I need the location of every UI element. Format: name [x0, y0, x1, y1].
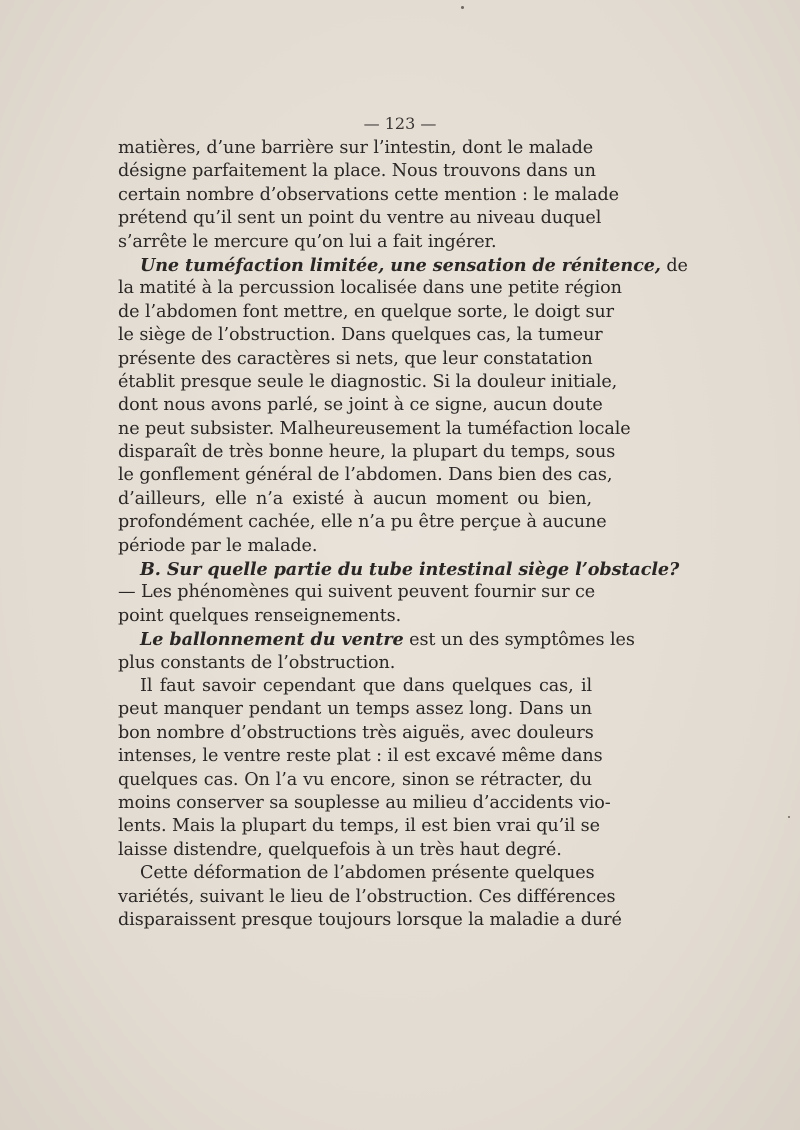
text-line [118, 839, 592, 862]
text-line [118, 254, 688, 277]
text-line [118, 675, 592, 698]
text-line [118, 511, 607, 534]
text-span: intenses, le ventre reste plat : il est excavé même dans [118, 746, 603, 767]
text-span: désigne parfaitement la place. Nous trouvons dans un [118, 161, 596, 182]
text-span: peut manquer pendant un temps assez long. Dans un [118, 699, 592, 720]
text-span: matières, d’une barrière sur l’intestin, dont le malade [118, 138, 594, 158]
text-span: bon nombre d’obstructions très aiguës, avec douleurs [118, 722, 594, 743]
text-line [118, 652, 592, 675]
paper-spot [461, 6, 464, 9]
text-span: la matité à la percussion localisée dans une petite région [118, 278, 622, 299]
text-line [118, 722, 592, 745]
text-span: profondément cachée, elle n’a pu être perçue à aucune [118, 512, 607, 533]
text-span: — Les phénomènes qui suivent peuvent fournir sur ce [118, 582, 596, 603]
text-span: plus constants de l’obstruction. [118, 652, 396, 673]
text-line [118, 348, 592, 371]
text-line [118, 769, 592, 792]
text-span: lents. Mais la plupart du temps, il est bien vrai qu’il se [118, 816, 600, 837]
text-span: disparaît de très bonne heure, la plupart du temps, sous [118, 442, 616, 463]
text-line [118, 277, 622, 300]
text-span: ne peut subsister. Malheureusement la tuméfaction locale [118, 418, 631, 439]
text-span: variétés, suivant le lieu de l’obstruction. Ces différences [118, 886, 616, 907]
text-line [118, 535, 592, 558]
text-span: disparaissent presque toujours lorsque la maladie a duré [118, 909, 622, 930]
text-span: s’arrête le mercure qu’on lui a fait ingérer. [118, 231, 497, 252]
italic-phrase: B. Sur quelle partie du tube intestinal siège l’obstacle? [140, 559, 680, 581]
text-line [118, 207, 602, 230]
text-span: présente des caractères si nets, que leur constatation [118, 348, 593, 369]
text-span: certain nombre d’observations cette mention : le malade [118, 184, 619, 205]
text-line [118, 137, 592, 160]
text-line [118, 698, 592, 721]
text-span: Cette déformation de l’abdomen présente quelques [140, 863, 595, 884]
text-span: d’ailleurs, elle n’a existé à aucun moment ou bien, [118, 488, 592, 509]
paper-spot [788, 816, 790, 818]
text-line [118, 464, 613, 487]
text-line [118, 909, 622, 932]
text-line [118, 558, 680, 581]
text-line [118, 862, 595, 885]
text-line [118, 184, 619, 207]
text-line [118, 160, 596, 183]
text-line [118, 605, 592, 628]
text-span: de [660, 255, 688, 276]
text-line [118, 324, 603, 347]
text-line [118, 394, 603, 417]
text-span: prétend qu’il sent un point du ventre au niveau duquel [118, 208, 602, 229]
text-span: de l’abdomen font mettre, en quelque sorte, le doigt sur [118, 301, 614, 322]
text-line [118, 628, 635, 651]
italic-phrase: Une tuméfaction limitée, une sensation de rénitence, [140, 254, 661, 276]
text-span: laisse distendre, quelquefois à un très haut degré. [118, 839, 562, 860]
text-line [118, 745, 603, 768]
text-line [118, 301, 614, 324]
text-line [118, 441, 616, 464]
text-line [118, 815, 600, 838]
text-line [118, 371, 618, 394]
body-text [118, 137, 688, 932]
text-span: période par le malade. [118, 535, 318, 556]
text-span: dont nous avons parlé, se joint à ce signe, aucun doute [118, 395, 603, 416]
text-line [118, 886, 616, 909]
text-line [118, 488, 592, 511]
text-line [118, 418, 631, 441]
page-number: — 123 — [363, 114, 437, 133]
text-span: le gonflement général de l’abdomen. Dans bien des cas, [118, 465, 613, 486]
text-span: moins conserver sa souplesse au milieu d’accidents vio- [118, 792, 611, 813]
text-span: le siège de l’obstruction. Dans quelques cas, la tumeur [118, 325, 603, 346]
text-line [118, 792, 611, 815]
text-span: établit presque seule le diagnostic. Si la douleur initiale, [118, 371, 618, 392]
italic-phrase: Le ballonnement du ventre [140, 629, 404, 651]
text-span: point quelques renseignements. [118, 605, 402, 626]
text-line [118, 231, 592, 254]
text-line [118, 581, 596, 604]
text-span: Il faut savoir cependant que dans quelques cas, il [140, 675, 592, 696]
text-span: quelques cas. On l’a vu encore, sinon se rétracter, du [118, 769, 592, 790]
text-span: est un des symptômes les [403, 630, 635, 651]
